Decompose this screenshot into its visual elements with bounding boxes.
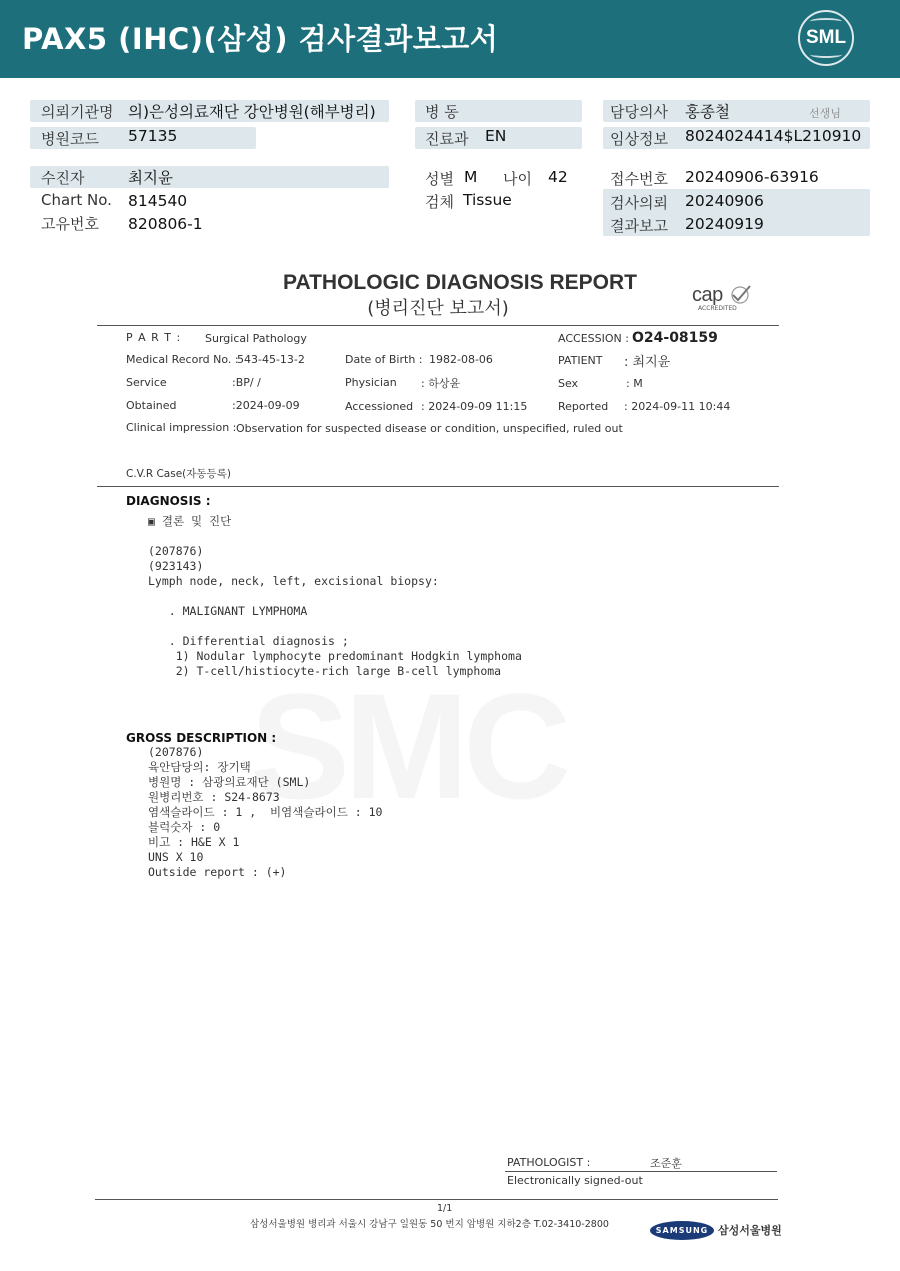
sex-value: M (464, 168, 478, 186)
cvr-case: C.V.R Case(자동등록) (126, 468, 231, 480)
cap-text: cap (692, 284, 723, 306)
ward-label: 병 동 (425, 103, 459, 121)
patient-value: 최지윤 (128, 169, 173, 187)
reported-label: Reported (558, 400, 609, 413)
age-value: 42 (548, 168, 568, 186)
hospital-code-label: 병원코드 (41, 130, 99, 148)
header-bar (0, 0, 900, 78)
doctor-suffix: 선생님 (809, 107, 841, 120)
clinical-impression-value: Observation for suspected disease or condition, unspecified, ruled out (236, 422, 623, 435)
chart-value: 814540 (128, 192, 188, 210)
top-divider (97, 325, 779, 326)
id-value: 820806-1 (128, 215, 203, 233)
mrn-value: 543-45-13-2 (237, 353, 305, 366)
footer-address: 삼성서울병원 병리과 서울시 강남구 일원동 50 번지 암병원 지하2층 T.02-3410-2800 (250, 1219, 609, 1230)
dob-value: 1982-08-06 (429, 353, 493, 366)
accession-label: ACCESSION : (558, 332, 629, 345)
clinical-info-label: 임상정보 (610, 130, 668, 148)
specimen-value: Tissue (463, 191, 512, 209)
part-value: Surgical Pathology (205, 332, 307, 345)
section-divider (97, 486, 779, 487)
accessioned-value: : 2024-09-09 11:15 (421, 400, 528, 413)
checkmark-icon (726, 284, 752, 306)
pathology-report-subtitle: (병리진단 보고서) (367, 298, 509, 319)
dept-value: EN (485, 127, 507, 145)
gross-text: (207876) 육안담당의: 장기택 병원명 : 삼광의료재단 (SML) 원병리번호 : S24-8673 염색슬라이드 : 1 , 비염색슬라이드 : 10 블럭숫자 : 0 비고 : H&E X 1 UNS X 10 Outside report : (+) (148, 745, 383, 879)
signed-out-text: Electronically signed-out (507, 1174, 643, 1187)
doctor-value: 홍종철 (685, 103, 730, 121)
institution-value: 의)은성의료재단 강안병원(해부병리) (128, 103, 376, 121)
dept-label: 진료과 (425, 130, 469, 148)
gross-heading: GROSS DESCRIPTION : (126, 731, 277, 745)
receipt-value: 20240906-63916 (685, 168, 819, 186)
footer-divider (95, 1199, 778, 1200)
hospital-code-value: 57135 (128, 127, 178, 145)
service-value: :BP/ / (232, 376, 261, 389)
clinical-impression-label: Clinical impression : (126, 421, 237, 434)
result-label: 결과보고 (610, 217, 668, 235)
pathologist-name: 조준훈 (650, 1157, 682, 1170)
result-value: 20240919 (685, 215, 764, 233)
cap-accredited-logo (690, 284, 754, 314)
diagnosis-heading: DIAGNOSIS : (126, 494, 211, 508)
page-number: 1/1 (437, 1203, 453, 1214)
clinical-info-value: 8024024414$L210910 (685, 127, 862, 145)
part-label: P A R T : (126, 331, 182, 344)
reported-value: : 2024-09-11 10:44 (624, 400, 731, 413)
request-value: 20240906 (685, 192, 764, 210)
chart-label: Chart No. (41, 191, 112, 209)
physician-label: Physician (345, 376, 397, 389)
pathology-report-title: PATHOLOGIC DIAGNOSIS REPORT (283, 271, 637, 294)
hospital-name-logo: 삼성서울병원 (718, 1224, 782, 1237)
obtained-value: :2024-09-09 (232, 399, 300, 412)
physician-value: : 하상윤 (421, 377, 461, 390)
logo-text: SML (805, 27, 847, 48)
receipt-label: 접수번호 (610, 170, 668, 188)
obtained-label: Obtained (126, 399, 177, 412)
id-label: 고유번호 (41, 215, 99, 233)
sml-logo (798, 10, 854, 66)
accessioned-label: Accessioned (345, 400, 414, 413)
patient-label-report: PATIENT (558, 354, 603, 367)
diagnosis-text: ▣ 결론 및 진단 (207876) (923143) Lymph node, neck, left, excisional biopsy: . MALIGNANT LYMPHOMA . Differential diagnosis ; 1) Nodular lymphocyte predominant Hodgkin lymphoma 2) T-cell/histiocyte-rich large B-cell lymphoma (148, 514, 522, 678)
signature-line (505, 1171, 777, 1172)
cap-subtext: ACCREDITED (698, 305, 737, 312)
sex-label-report: Sex (558, 377, 579, 390)
sex-value-report: : M (626, 377, 643, 390)
report-title: PAX5 (IHC)(삼성) 검사결과보고서 (22, 22, 499, 56)
dob-label: Date of Birth : (345, 353, 423, 366)
patient-value-report: : 최지윤 (624, 355, 671, 370)
sex-label: 성별 (425, 170, 454, 188)
doctor-label: 담당의사 (610, 103, 668, 121)
age-label: 나이 (503, 170, 532, 188)
samsung-logo: SAMSUNG (650, 1221, 714, 1240)
mrn-label: Medical Record No. : (126, 353, 239, 366)
specimen-label: 검체 (425, 193, 454, 211)
patient-label: 수진자 (41, 169, 85, 187)
accession-value: O24-08159 (632, 330, 718, 346)
request-label: 검사의뢰 (610, 194, 668, 212)
pathologist-label: PATHOLOGIST : (507, 1156, 591, 1169)
service-label: Service (126, 376, 167, 389)
institution-label: 의뢰기관명 (41, 103, 114, 121)
